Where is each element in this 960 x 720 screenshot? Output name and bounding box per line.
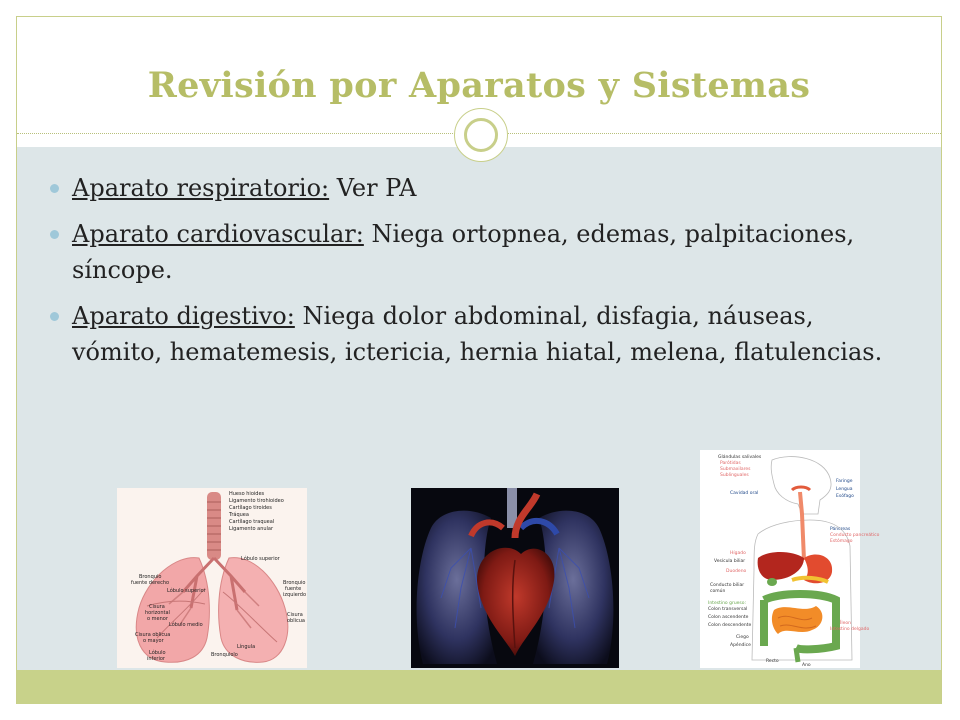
lungs-label: Tráquea [229, 512, 249, 518]
digestive-label: Páncreas [830, 527, 851, 532]
digestive-label: Íleon [840, 621, 851, 626]
lungs-label: Lóbulo superior [167, 588, 206, 594]
bullet-dot-icon [50, 184, 59, 193]
heart-illustration [411, 488, 619, 668]
bullet-label: Aparato cardiovascular: [72, 220, 364, 248]
lungs-label: Cisura [149, 604, 165, 610]
lungs-label: fuente [285, 586, 302, 592]
lungs-label: inferior [147, 656, 165, 662]
digestive-label: Glándulas salivales [718, 455, 762, 460]
bullet-label: Aparato digestivo: [72, 302, 295, 330]
digestive-label: Conducto biliar [710, 583, 745, 588]
digestive-illustration [700, 450, 880, 668]
lungs-label: Língula [237, 644, 256, 650]
bullet-respiratorio [50, 170, 910, 206]
digestive-label: común [710, 589, 726, 594]
bullet-dot-icon [50, 312, 59, 321]
lungs-label: izquierdo [283, 592, 307, 598]
digestive-label: Faringe [836, 479, 853, 484]
digestive-label: Lengua [836, 487, 853, 492]
digestive-label: Conducto pancreático [830, 533, 880, 538]
digestive-label: Colon descendente [708, 623, 752, 628]
digestive-label: Intestino delgado [830, 627, 870, 632]
lungs-label: Cartílago tiroides [229, 505, 272, 511]
bullet-digestivo [50, 298, 910, 370]
lungs-label: oblicua [287, 618, 305, 624]
bullet-list [50, 170, 910, 380]
lungs-label: Lóbulo superior [241, 556, 280, 562]
lungs-label: Bronquio [139, 574, 162, 580]
lungs-label: Cartílago traqueal [229, 519, 275, 525]
lungs-label: o menor [147, 616, 168, 622]
lungs-label: Bronquiolo [211, 652, 238, 658]
digestive-label: Colon ascendente [708, 615, 749, 620]
lungs-label: Cisura [287, 612, 303, 618]
digestive-label: Cavidad oral [730, 491, 759, 496]
lungs-label: Ligamento anular [229, 526, 274, 532]
lungs-label: o mayor [143, 638, 164, 644]
bullet-cardiovascular [50, 216, 910, 288]
lungs-label: Bronquio [283, 580, 306, 586]
lungs-image [117, 488, 307, 668]
lungs-label: Hueso hioides [229, 491, 265, 497]
digestive-label: Duodeno [726, 569, 747, 574]
slide-title: Revisión por Aparatos y Sistemas [147, 65, 811, 106]
footer-bar [17, 670, 941, 704]
digestive-label: Colon transversal [708, 607, 748, 612]
digestive-label: Intestino grueso: [708, 601, 747, 606]
digestive-label: Apéndice [730, 643, 751, 648]
lungs-label: Ligamento tirohioideo [229, 498, 284, 504]
lungs-label: Cisura oblicua [135, 632, 171, 638]
bullet-text: Niega ortopnea, edemas, palpitaciones, síncope. [72, 220, 855, 284]
decorative-ring-icon [464, 118, 498, 152]
bullet-label: Aparato respiratorio: [72, 174, 330, 202]
digestive-label: Recto [766, 659, 779, 664]
lungs-label: Lóbulo medio [169, 622, 203, 628]
digestive-label: Esófago [836, 494, 854, 499]
lungs-label: fuente derecho [131, 580, 170, 586]
digestive-label: Parótidas [720, 461, 741, 466]
digestive-label: Submaxilares [720, 467, 751, 472]
lungs-label: Lóbulo [149, 650, 166, 656]
lungs-illustration [117, 488, 307, 668]
bullet-dot-icon [50, 230, 59, 239]
lungs-label: horizontal [145, 610, 170, 616]
digestive-label: Estómago [830, 539, 853, 544]
digestive-label: Ano [802, 663, 811, 668]
digestive-label: Sublinguales [720, 473, 749, 478]
bullet-text: Niega dolor abdominal, disfagia, náuseas, vómito, hematemesis, ictericia, hernia hiatal, melena, flatulencias. [72, 302, 883, 366]
digestive-label: Ciego [736, 635, 749, 640]
heart-image [411, 488, 619, 668]
bullet-text: Ver PA [329, 174, 417, 202]
digestive-image [700, 450, 880, 668]
digestive-label: Hígado [730, 551, 746, 556]
decorative-circle-icon [454, 108, 508, 162]
digestive-label: Vesícula biliar [714, 559, 746, 564]
